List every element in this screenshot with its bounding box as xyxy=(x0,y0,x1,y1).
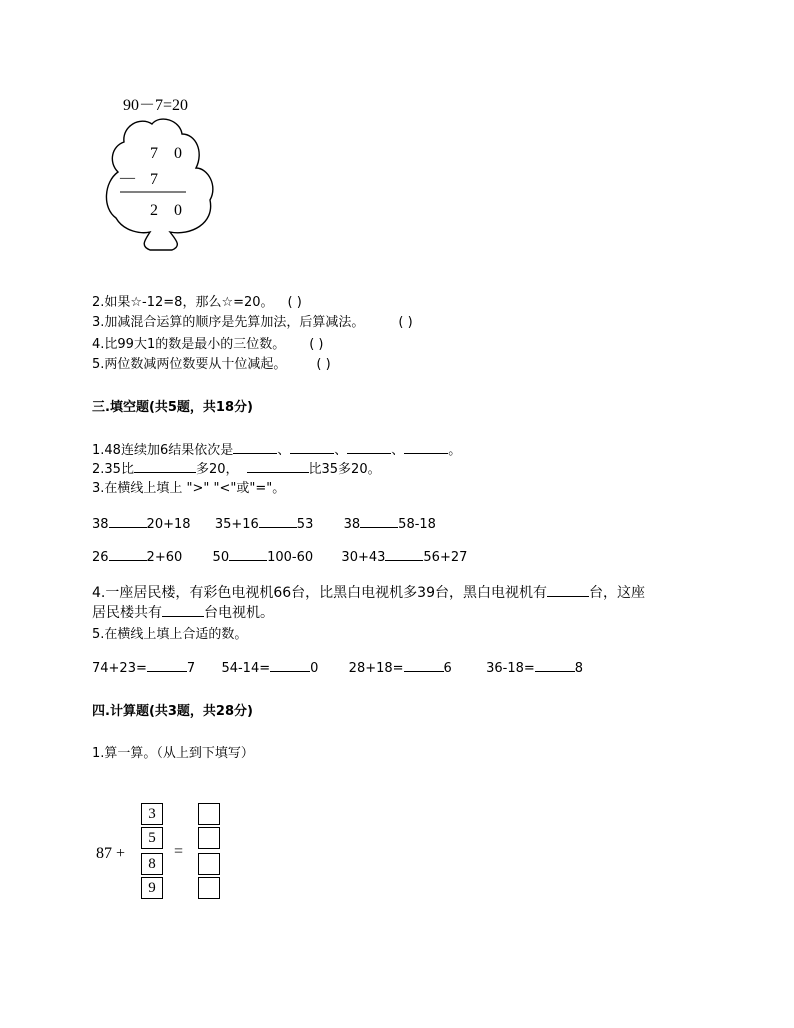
compare-blank[interactable] xyxy=(360,515,398,528)
tree-result-tens: 2 xyxy=(150,202,158,219)
judge-q5-paren[interactable]: ( ) xyxy=(316,357,331,372)
fill-q4-blank-2[interactable] xyxy=(162,604,204,617)
tree-result xyxy=(150,202,182,220)
compare-blank[interactable] xyxy=(229,548,267,561)
fill-q2: 2.35比 多20， 比35多20。 xyxy=(92,462,381,477)
calc-equals: = xyxy=(174,843,184,860)
fill-q1-blank-2[interactable] xyxy=(290,441,334,454)
fill-q1-blank-1[interactable] xyxy=(233,441,277,454)
addend-cell: 8 xyxy=(141,853,163,875)
fill-blank[interactable] xyxy=(147,659,187,672)
judge-q3-paren[interactable]: ( ) xyxy=(398,315,413,330)
judge-q4-paren[interactable]: ( ) xyxy=(309,337,324,352)
compare-row-2: 26 2+60 50 100-60 30+43 56+27 xyxy=(92,550,468,565)
judge-q3: 3.加减混合运算的顺序是先算加法，后算减法。 ( ) xyxy=(92,315,413,330)
fill-q4-blank-1[interactable] xyxy=(547,584,589,597)
fill-row: 74+23= 7 54-14= 0 28+18= 6 36-18= 8 xyxy=(92,661,584,676)
compare-blank[interactable] xyxy=(109,548,147,561)
fill-blank[interactable] xyxy=(404,659,444,672)
tree-minus: — xyxy=(120,170,135,186)
fill-blank[interactable] xyxy=(270,659,310,672)
fill-q4-line2: 居民楼共有 台电视机。 xyxy=(92,605,274,621)
fill-q2-blank-2[interactable] xyxy=(247,460,309,473)
tree-shape xyxy=(100,112,220,257)
answer-cell[interactable] xyxy=(198,853,220,875)
addend-cell: 5 xyxy=(141,827,163,849)
answer-cell[interactable] xyxy=(198,803,220,825)
fill-blank[interactable] xyxy=(535,659,575,672)
judge-q4: 4.比99大1的数是最小的三位数。 ( ) xyxy=(92,337,324,352)
fill-q1-blank-4[interactable] xyxy=(404,441,448,454)
section4-title: 四.计算题(共3题，共28分) xyxy=(92,704,253,719)
fill-q2-blank-1[interactable] xyxy=(134,460,196,473)
fill-q4-line1: 4.一座居民楼，有彩色电视机66台，比黑白电视机多39台，黑白电视机有 台，这座 xyxy=(92,585,645,601)
calc-expr-left: 87 + xyxy=(96,845,126,862)
compare-row-1: 38 20+18 35+16 53 38 58-18 xyxy=(92,517,436,532)
judge-q2-paren[interactable]: ( ) xyxy=(287,295,302,310)
addend-cell: 3 xyxy=(141,803,163,825)
calc-q1: 1.算一算。（从上到下填写） xyxy=(92,746,254,761)
compare-blank[interactable] xyxy=(109,515,147,528)
judge-q2: 2.如果☆-12=8，那么☆=20。 ( ) xyxy=(92,295,302,310)
compare-blank[interactable] xyxy=(259,515,297,528)
tree-row1-tens: 7 xyxy=(150,145,158,162)
compare-blank[interactable] xyxy=(385,548,423,561)
addend-cell: 9 xyxy=(141,877,163,899)
section3-title: 三.填空题(共5题，共18分) xyxy=(92,400,253,415)
fill-q1-blank-3[interactable] xyxy=(347,441,391,454)
fill-q3: 3.在横线上填上 ">" "<"或"="。 xyxy=(92,481,286,496)
answer-cell[interactable] xyxy=(198,877,220,899)
fill-q1: 1.48连续加6结果依次是 、 、 、 。 xyxy=(92,443,462,458)
tree-row2: 7 xyxy=(150,171,158,188)
tree-result-ones: 0 xyxy=(174,202,182,219)
tree-equation: 90－7=20 xyxy=(123,97,189,114)
fill-q5: 5.在横线上填上合适的数。 xyxy=(92,627,248,642)
answer-cell[interactable] xyxy=(198,827,220,849)
tree-row1 xyxy=(150,145,182,163)
tree-row1-ones: 0 xyxy=(174,145,182,162)
judge-q5: 5.两位数减两位数要从十位减起。 ( ) xyxy=(92,357,331,372)
